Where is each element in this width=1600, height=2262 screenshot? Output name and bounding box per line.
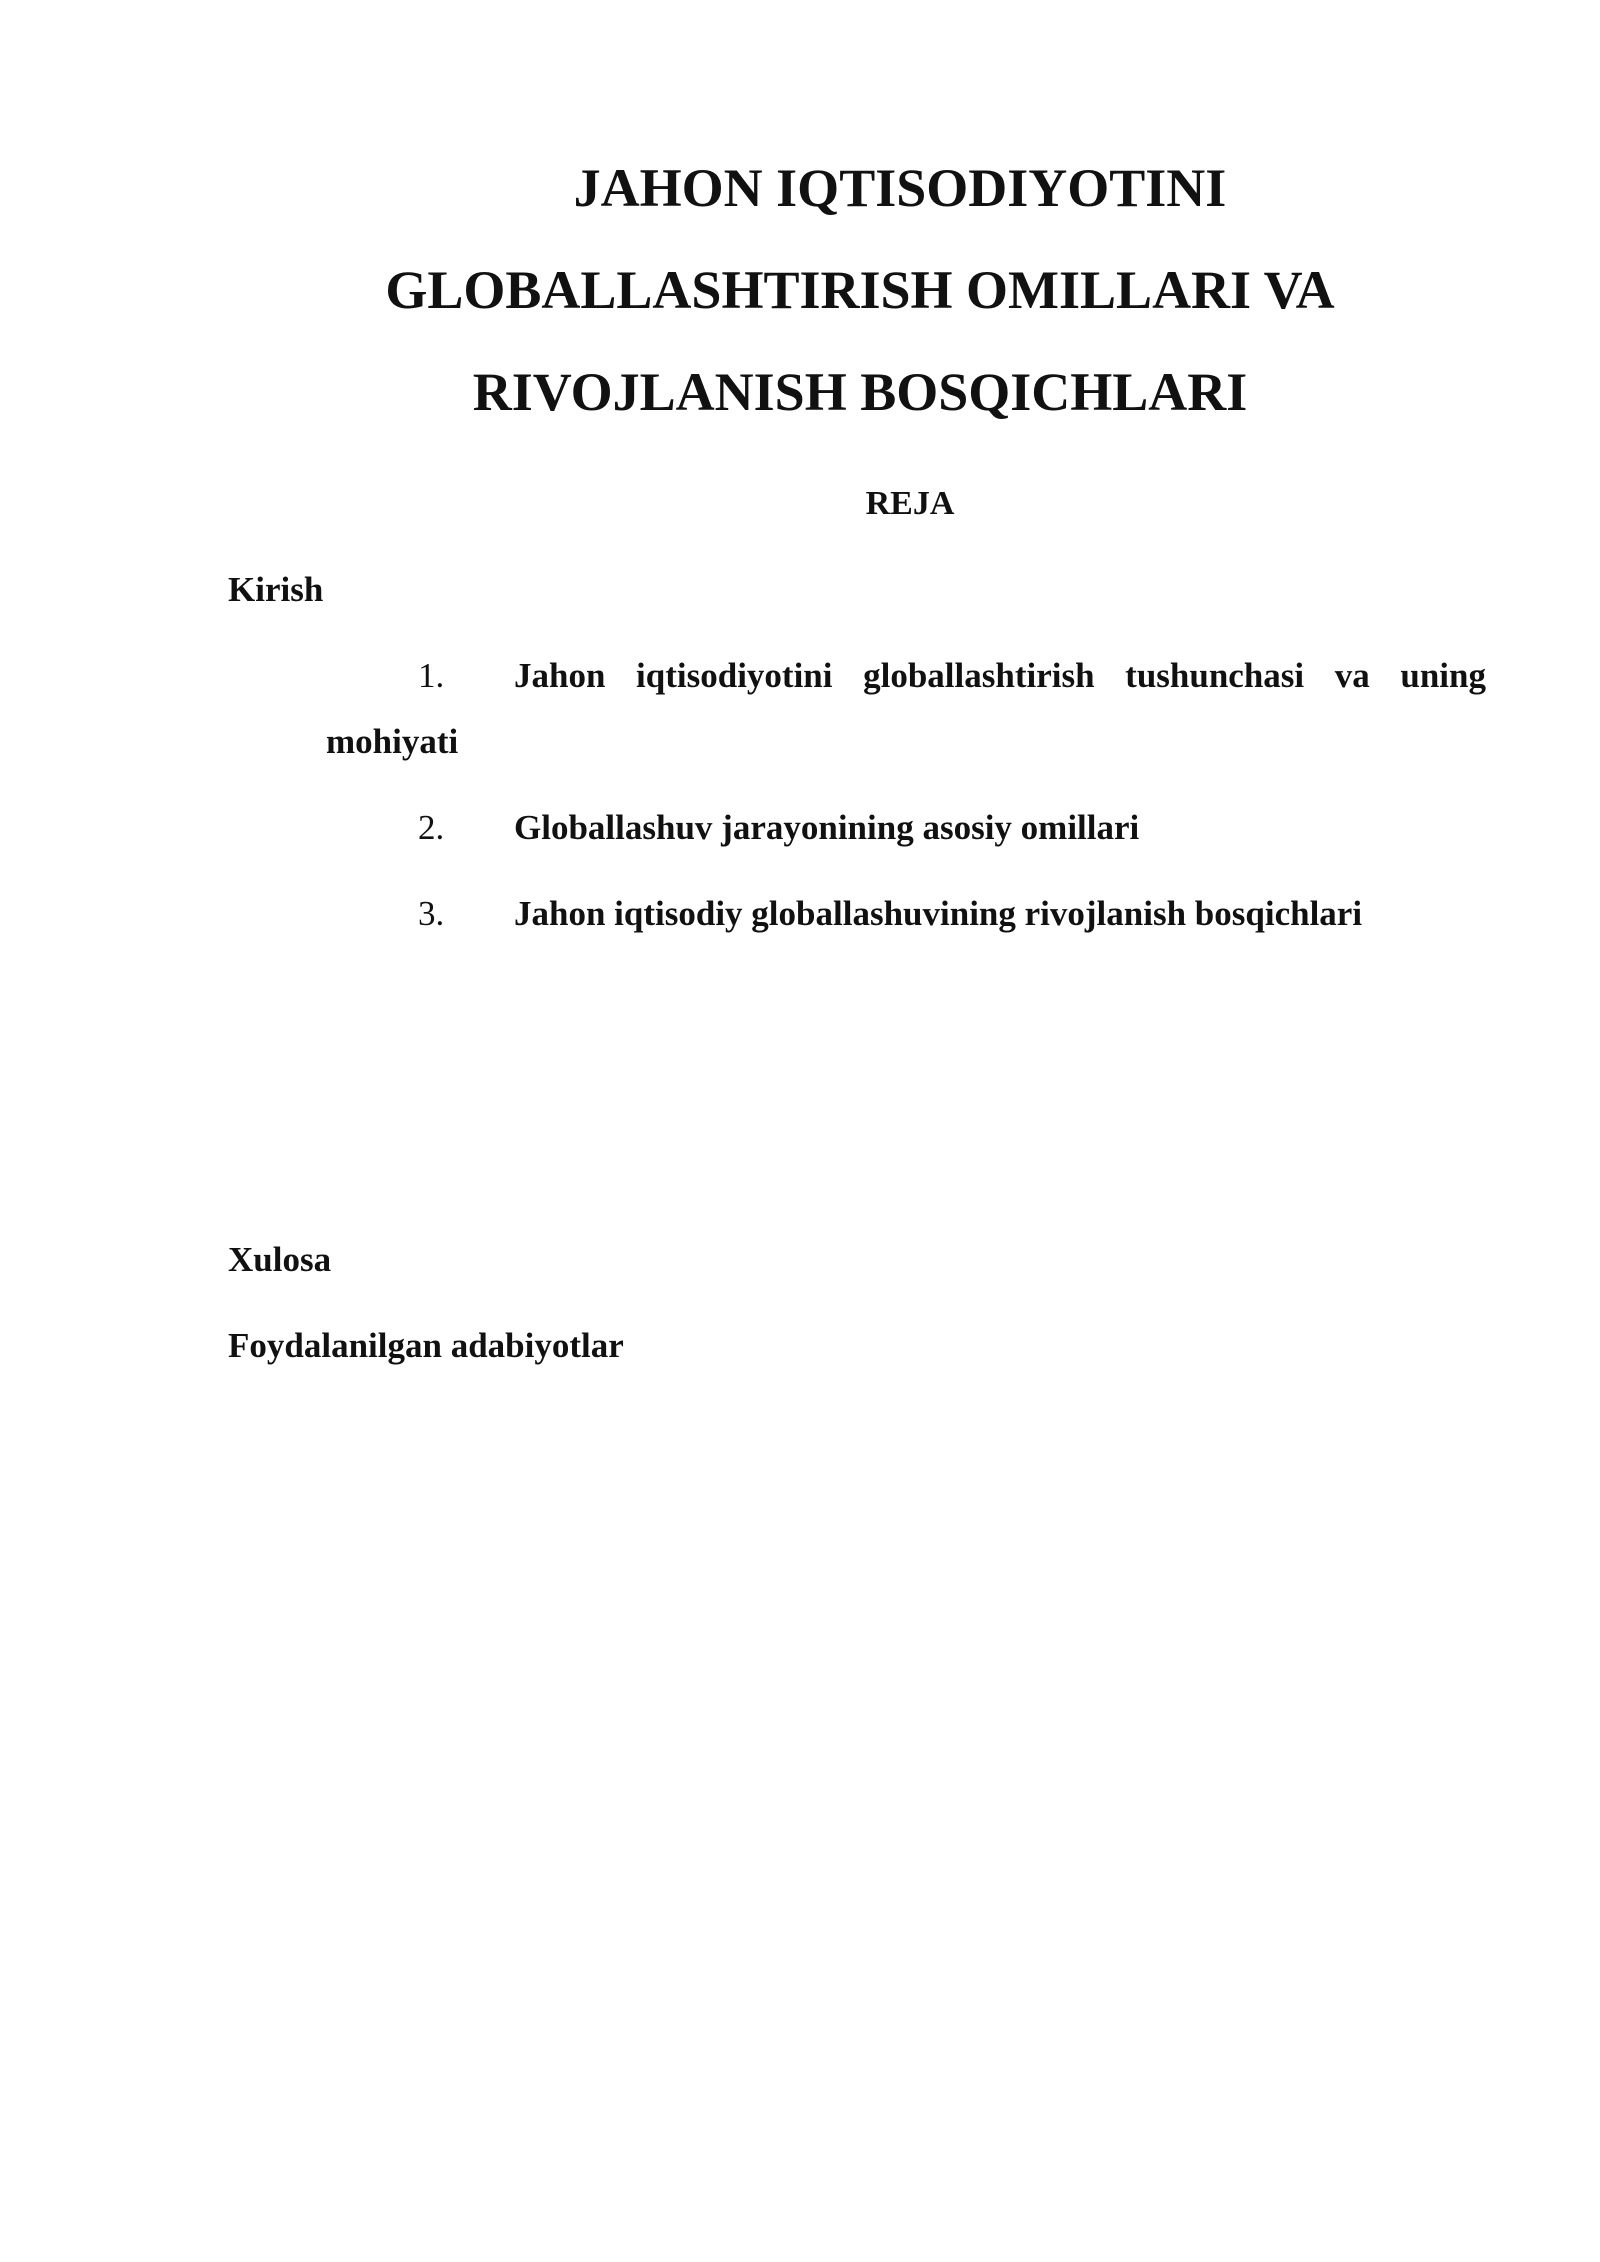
plan-item-text: Globallashuv jarayonining asosiy omillari xyxy=(514,808,1140,847)
plan-item-number: 2. xyxy=(418,808,445,847)
references-heading: Foydalanilgan adabiyotlar xyxy=(228,1326,624,1365)
plan-item-text: Jahon iqtisodiy globallashuvining rivojlanish bosqichlari xyxy=(514,894,1363,933)
title-line-1: JAHON IQTISODIYOTINI xyxy=(573,158,1227,218)
plan-heading: REJA xyxy=(865,485,955,522)
title-line-2: GLOBALLASHTIRISH OMILLARI VA xyxy=(385,260,1335,320)
title-line-3: RIVOJLANISH BOSQICHLARI xyxy=(472,362,1248,422)
plan-item-number: 3. xyxy=(418,894,445,933)
intro-heading: Kirish xyxy=(228,570,324,609)
plan-item-number: 1. xyxy=(418,656,445,695)
conclusion-heading: Xulosa xyxy=(228,1240,332,1279)
plan-item-text-continuation: mohiyati xyxy=(326,722,459,761)
plan-item-text: Jahon iqtisodiyotini globallashtirish tushunchasi va uning xyxy=(514,656,1486,695)
